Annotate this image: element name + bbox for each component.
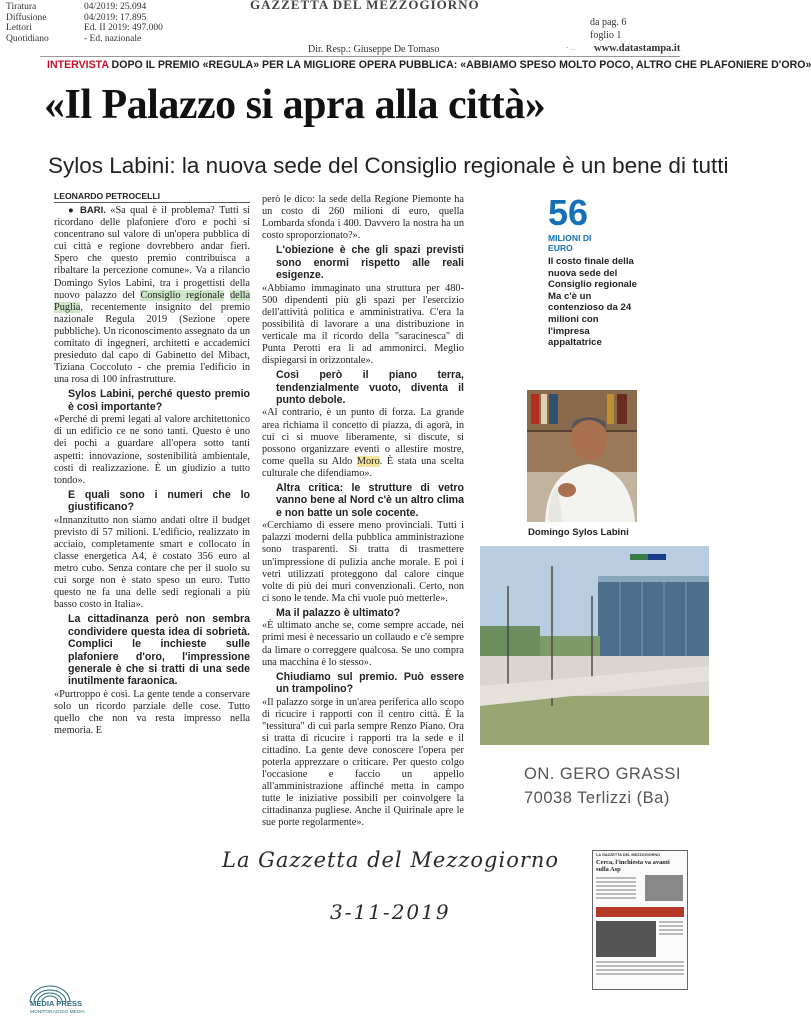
kicker-text: DOPO IL PREMIO «REGULA» PER LA MIGLIORE OPERA PUBBLICA: «ABBIAMO SPESO MOLTO POCO, ALTRO CHE PLAFONIERE D'ORO» [108, 59, 811, 71]
article-headline: «Il Palazzo si apra alla città» [44, 82, 546, 128]
logo-name: MEDIA PRESS [30, 999, 83, 1008]
meta-label: Tiratura [6, 2, 37, 12]
interview-answer: «Il palazzo sorge in un'area periferica allo scopo di ricucire i rapporti con il centro città. È la "tessitura" di cui parla sempre Renzo Piano. Ora si tratta di ricucire i rapporti tra la sede e il cittadino. La gente deve conoscere l'opera per poterla apprezzare o criticare. Per questo colgo l'occasione e faccio un appello all'amministrazione affinché metta in campo tutte le iniziative possibili per coinvolgere la cittadinanza pugliese. Anche il Quirinale apre le sue porte regolarmente». [262, 696, 464, 829]
meta-value: Ed. II 2019: 497.000 [84, 23, 163, 33]
small-mark: - .. [566, 44, 576, 52]
sheet-number: foglio 1 [590, 30, 622, 41]
highlighted-text: della Puglia [54, 289, 251, 313]
newspaper-masthead: GAZZETTA DEL MEZZOGIORNO [250, 0, 480, 12]
article-subhead: Sylos Labini: la nuova sede del Consiglio regionale è un bene di tutti [48, 153, 729, 178]
interview-question: L'obiezione è che gli spazi previsti sono enormi rispetto alle reali esigenze. [276, 244, 464, 282]
website-link[interactable]: www.datastampa.it [594, 43, 681, 54]
interview-answer: «È ultimato anche se, come sempre accade, nei primi mesi è necessario un collaudo e c'è sempre da limare o correggere qualcosa. Se uno compra una macchina è lo stesso». [262, 620, 464, 668]
page-thumbnail[interactable] [592, 850, 688, 990]
interview-answer: «Cerchiamo di essere meno provinciali. Tutti i palazzi moderni della pubblica amministrazione sono trasparenti. Si tratta di trasmettere un'impressione di pulizia anche morale. E poi i vetri utilizzati proteggono dal calore cinque volte di più dei muri convenzionali. Certo, non ci sono le tende. Ma chi vuole può metterle». [262, 520, 464, 604]
interview-question: Altra critica: le strutture di vetro vanno bene al Nord c'è un altro clima e non batte un sole cocente. [276, 482, 464, 519]
text-run: «Sa qual è il problema? Tutti si ricordano delle plafoniere d'oro e pochi si concentrano sul valore di un'opera pubblica di cui città e regione dovrebbero andar fieri. Spero che questo premio contribuisca a ribaltare la percezione comune». Va a rilancio Domingo Sylos Labini, tra i progettisti della nuovo palazzo del [54, 205, 250, 301]
interview-answer: «Innanzitutto non siamo andati oltre il budget previsto di 57 milioni. L'edificio, realizzato in acciaio, completamente smart e collocato in classe energetica A4, è costato 356 euro al metro cubo. Senza contare che per il suolo su cui sorge non è stato speso un euro. Tutto questo ne fa una delle sedi regionali a più basso costo in Italia». [54, 514, 250, 611]
meta-row [6, 2, 163, 13]
byline: LEONARDO PETROCELLI [54, 191, 160, 201]
director-line: Dir. Resp.: Giuseppe De Tomaso [308, 44, 440, 55]
byline-divider [54, 202, 250, 203]
interview-question: Sylos Labini, perché questo premio è così importante? [68, 388, 250, 413]
text-run: «Al contrario, è un punto di forza. La grande area richiama il concetto di piazza, di agorà, in cui ci si muove liberamente, si discute, si possono organizzare eventi o allestire mostre, come quella su Aldo [262, 407, 464, 467]
meta-label: Quotidiano [6, 33, 49, 44]
paragraph [54, 205, 250, 386]
kicker-label: INTERVISTA [47, 59, 109, 71]
article-column-2 [262, 194, 464, 830]
fact-unit: MILIONI DI EURO [548, 233, 592, 253]
fact-text: Il costo finale della nuova sede del Consiglio regionale Ma c'è un contenzioso da 24 milioni con l'impresa appaltatrice [548, 256, 638, 349]
kicker [47, 59, 811, 71]
interview-answer: però le dico: la sede della Regione Piemonte ha un costo di 260 milioni di euro, quella Lombarda sfonda i 400. Davvero la nostra ha un costo sproporzionato?». [262, 194, 464, 242]
meta-value: 04/2019: 25.094 [84, 2, 147, 12]
thumbnail-headline: Cerca, l'inchiesta va avanti sulla Asp [596, 859, 670, 873]
stamp-name: ON. GERO GRASSI [524, 765, 681, 783]
portrait-illustration [527, 390, 637, 522]
text-run: . È stata una scelta culturale che difendiamo». [262, 455, 465, 479]
meta-row [6, 34, 163, 45]
interview-answer [262, 407, 464, 480]
thumbnail-layout [593, 875, 687, 985]
interview-answer: «Purtroppo è così. La gente tende a conservare solo un ricordo parziale delle cose. Tutto quello che non va resta impresso nella memoria. E [54, 688, 250, 737]
meta-row [6, 23, 163, 34]
building-illustration [480, 546, 709, 745]
interview-question: Ma il palazzo è ultimato? [276, 606, 401, 619]
address-stamp [524, 762, 681, 810]
portrait-photo [527, 390, 637, 522]
handwritten-date: 3-11-2019 [330, 900, 451, 924]
interview-question: Chiudiamo sul premio. Può essere un trampolino? [276, 670, 464, 696]
interview-question: Così però il piano terra, tendenzialmente vuoto, diventa il punto debole. [276, 369, 464, 407]
dateline: ● BARI. [68, 205, 106, 216]
header-divider [40, 56, 680, 57]
meta-value: 04/2019: 17.895 [84, 12, 147, 23]
press-metadata [6, 2, 163, 44]
meta-label: Lettori [6, 23, 32, 33]
page-reference [590, 16, 626, 42]
fact-number: 56 [548, 192, 589, 233]
meta-value: - Ed. nazionale [84, 33, 142, 44]
building-photo [480, 546, 709, 745]
stamp-address: 70038 Terlizzi (Ba) [524, 789, 670, 807]
highlighted-text: Moro [356, 455, 380, 467]
photo-caption: Domingo Sylos Labini [528, 527, 629, 538]
highlighted-text: Consiglio regionale [140, 289, 225, 301]
interview-question: E quali sono i numeri che lo giustificano? [68, 488, 250, 514]
logo-subtitle: MONITORAGGIO MEDIA [30, 1010, 85, 1015]
handwritten-source: La Gazzetta del Mezzogiorno [222, 848, 560, 872]
thumbnail-masthead: LA GAZZETTA DEL MEZZOGIORNO [596, 853, 661, 857]
interview-question: La cittadinanza però non sembra condividere questa idea di sobrietà. Complici le inchieste sulle plafoniere d'oro, l'impressione generale è che si tratti di una sede inutilmente faraonica. [68, 613, 250, 688]
interview-answer: «Perché di premi legati al valore architettonico di un edificio ce ne sono tanti. Questo è uno dei pochi a guardare all'opera sotto tanti aspetti: innovazione, sostenibilità ambientale, costi di realizzazione. È un giudizio a tutto tondo». [54, 414, 250, 486]
article-column-1 [54, 205, 250, 737]
page-from: da pag. 6 [590, 17, 627, 28]
meta-row [6, 13, 163, 24]
text-run: , recentemente insignito del premio nazionale Regula 2019 (Sezione opere pubbliche). Un riconoscimento assegnato da un comitato di ingegneri, architetti e accademici presieduto dal capo di Gabinetto del Mibact, Tiziana Coccoluto - che premia l'edificio in una rosa di 100 infrastrutture. [54, 301, 250, 386]
interview-answer: «Abbiamo immaginato una struttura per 480-500 dipendenti più gli spazi per l'esercizio dell'attività politica e amministrativa. C'era la possibilità di lavorare a una distribuzione in verticale ma il ricordo della "saracinesca" di Punta Perotti era lì ad ammonirci. Meglio dispiegarsi in orizzontale». [262, 282, 464, 367]
meta-label: Diffusione [6, 12, 47, 23]
